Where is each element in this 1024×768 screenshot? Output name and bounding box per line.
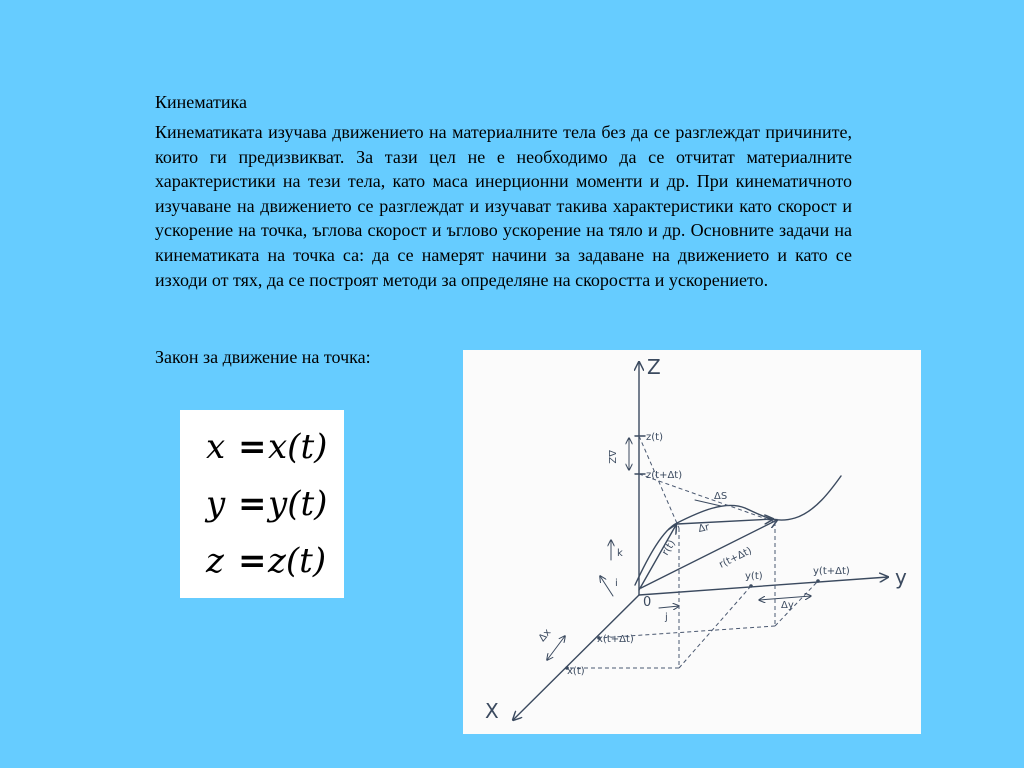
- delta-s-label: ΔS: [714, 491, 728, 502]
- delta-x-arrow: [547, 636, 565, 660]
- r-t-dt-label: r(t+Δt): [717, 545, 754, 571]
- z-axis-label: Z: [647, 355, 661, 379]
- y-t-dt-label: y(t+Δt): [813, 566, 850, 577]
- equation-y-equals: =: [238, 484, 267, 524]
- delta-y-label: Δy: [781, 600, 794, 611]
- body-paragraph: Кинематиката изучава движението на материалните тела без да се разглеждат причините, които ги предизвикват. За тази цел не е необходимо да се отчитат материалните характеристики на тези тела, като маса инерционни моменти и др. При кинематичното изучаване на движението се разглеждат и изучават такива характеристики като скорост и ускорение на точка, ъглова скорост и ъглово ускорение на тяло и др. Основните задачи на кинематиката на точка са: да се намерят начини за задаване на движението и като се изходи от тях, да се построят методи за определяне на скоростта и ускорението.: [155, 122, 852, 290]
- delta-z-label: ΔZ: [606, 450, 617, 464]
- equation-z-lhs: z: [206, 541, 224, 581]
- z-t-label: z(t): [646, 432, 663, 443]
- equation-z: [180, 541, 344, 581]
- law-of-motion-label: Закон за движение на точка:: [155, 347, 371, 367]
- x-axis-label: X: [485, 699, 499, 723]
- j-label: j: [665, 612, 668, 623]
- i-label: i: [615, 578, 618, 589]
- x-t-label: x(t): [567, 666, 585, 677]
- y-t-dt-point: [816, 579, 820, 583]
- y-t-label: y(t): [745, 571, 763, 582]
- diagram-svg: [463, 350, 921, 734]
- z-t-dt-label: z(t+Δt): [646, 470, 683, 481]
- y-axis-label: y: [895, 565, 907, 589]
- origin-label: 0: [643, 595, 652, 610]
- equation-x-lhs: x: [206, 427, 226, 467]
- equation-y: [180, 484, 344, 524]
- y-axis: [639, 577, 888, 595]
- x-axis: [513, 595, 639, 720]
- j-unit-vector: [659, 606, 679, 608]
- equation-z-rhs: z(t): [268, 541, 327, 581]
- equations-panel: [180, 410, 344, 598]
- delta-r-label: Δr: [697, 521, 711, 535]
- vector-delta-r: [677, 519, 773, 524]
- equation-x-rhs: x(t): [268, 427, 328, 467]
- equation-y-rhs: y(t): [268, 484, 328, 524]
- kinematics-diagram: [463, 350, 921, 734]
- equation-y-lhs: y: [206, 484, 226, 524]
- slide-title: Кинематика: [155, 92, 248, 112]
- trajectory-curve: [635, 476, 841, 585]
- equation-x-equals: =: [238, 427, 267, 467]
- delta-x-label: Δx: [536, 627, 554, 644]
- i-unit-vector: [600, 576, 613, 596]
- k-label: k: [617, 548, 623, 559]
- x-t-dt-label: x(t+Δt): [597, 634, 634, 645]
- equation-z-equals: =: [238, 541, 267, 581]
- r-t-label: r(t): [660, 538, 678, 558]
- equation-x: [180, 427, 344, 467]
